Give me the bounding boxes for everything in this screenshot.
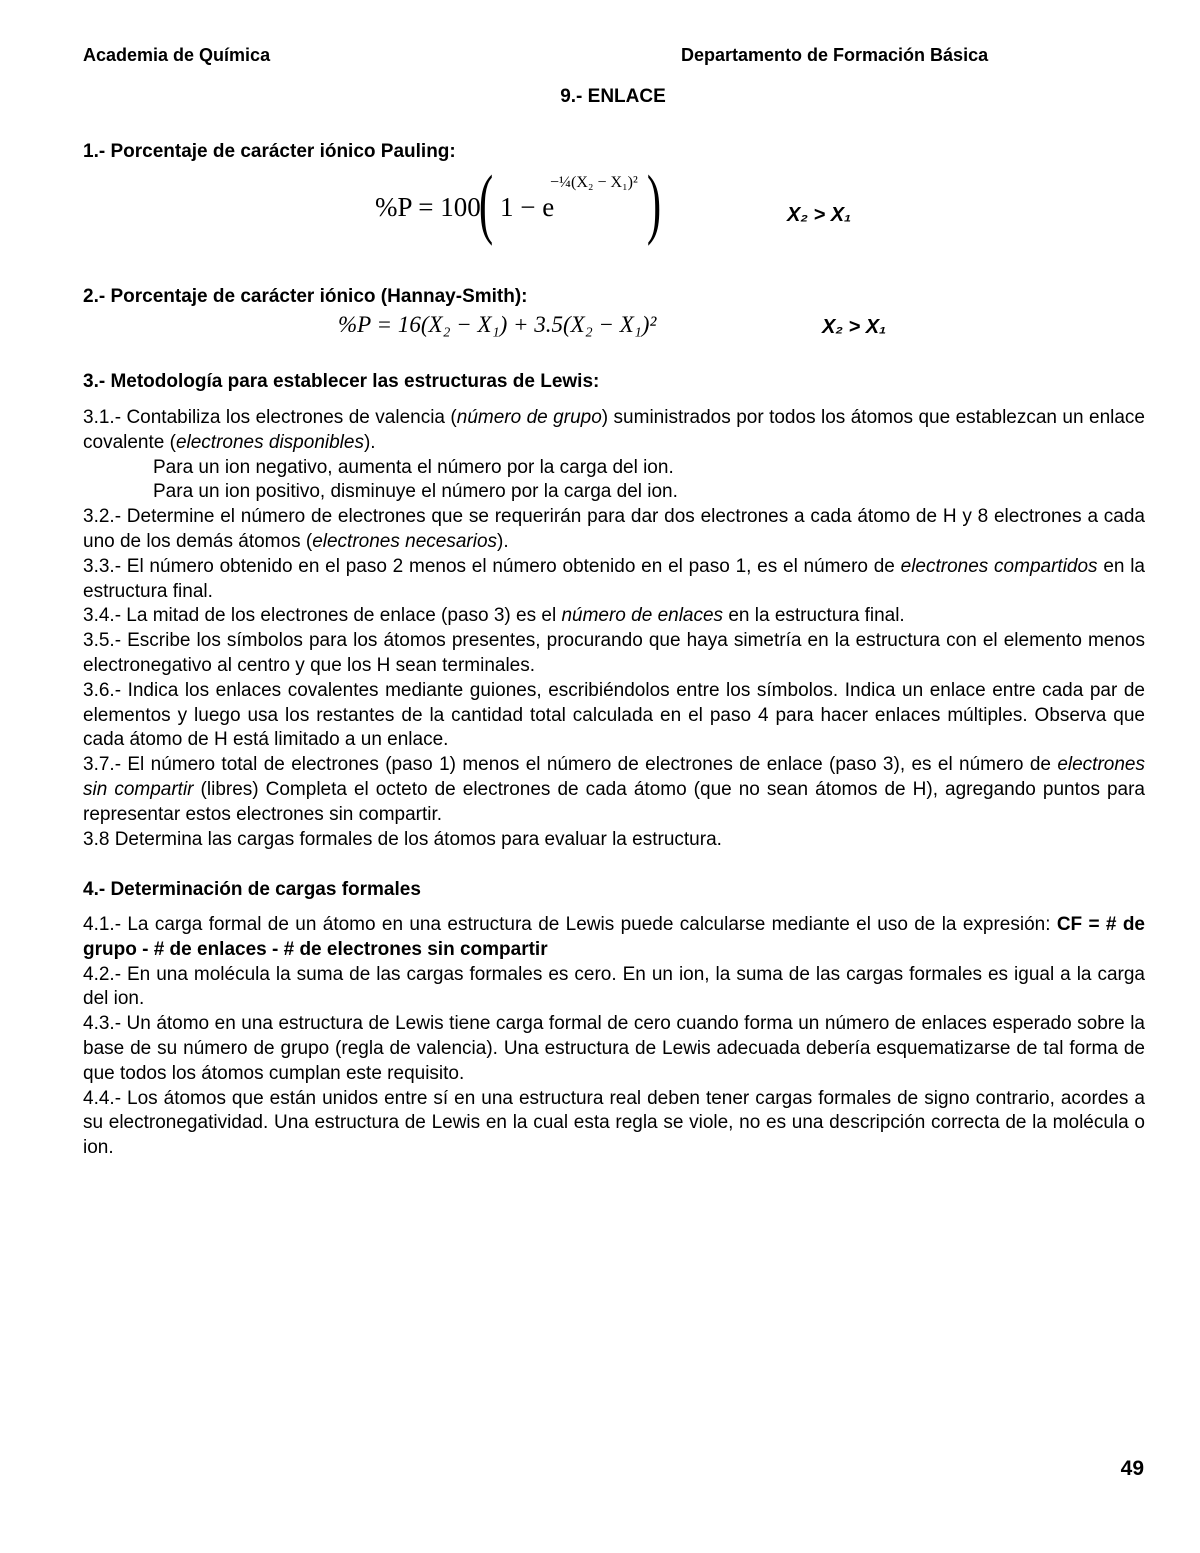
pauling-formula-lhs: %P = 100	[375, 192, 481, 222]
header-right: Departamento de Formación Básica	[681, 45, 989, 65]
section-2-heading: 2.- Porcentaje de carácter iónico (Hannay-Smith):	[83, 286, 528, 307]
right-paren: )	[646, 159, 662, 246]
section-1-heading: 1.- Porcentaje de carácter iónico Pauling:	[83, 141, 456, 162]
step-3-4: 3.4.- La mitad de los electrones de enlace (paso 3) es el número de enlaces en la estructura final.	[83, 605, 905, 627]
section-4-heading: 4.- Determinación de cargas formales	[83, 879, 421, 900]
hannay-smith-formula: %P = 16(X₂ − X₁) + 3.5(X₂ − X₁)²	[338, 312, 657, 337]
pauling-formula	[375, 159, 675, 250]
page-number: 49	[1120, 1457, 1144, 1480]
step-4-1: 4.1.- La carga formal de un átomo en una estructura de Lewis puede calcularse mediante el uso de la expresión: CF = # de grupo - # de enlaces - # de electrones sin compartir	[83, 914, 1145, 960]
step-4-2: 4.2.- En una molécula la suma de las cargas formales es cero. En un ion, la suma de las cargas formales es igual a la carga del ion.	[83, 963, 1145, 1010]
step-3-3: 3.3.- El número obtenido en el paso 2 menos el número obtenido en el paso 1, es el número de electrones compartidos en la estructura final.	[83, 555, 1146, 602]
section-1-condition: X₂ > X₁	[787, 204, 852, 226]
section-3-body	[83, 406, 1145, 852]
step-3-1-positive-ion: Para un ion positivo, disminuye el número por la carga del ion.	[153, 481, 678, 503]
step-3-8: 3.8 Determina las cargas formales de los átomos para evaluar la estructura.	[83, 828, 722, 850]
step-4-4: 4.4.- Los átomos que están unidos entre sí en una estructura real deben tener cargas formales de signo contrario, acordes a su electronegatividad. Una estructura de Lewis en la cual esta regla se viole, no es una descripción correcta de la molécula o ion.	[83, 1087, 1145, 1159]
pauling-formula-one-minus-e: 1 − e	[500, 192, 555, 222]
header-left: Academia de Química	[83, 45, 271, 65]
step-3-6: 3.6.- Indica los enlaces covalentes mediante guiones, escribiéndolos entre los símbolos. Indica un enlace entre cada par de elementos y luego usa los restantes de la cantidad total calculada en el paso 4 para hacer enlaces múltiples. Observa que cada átomo de H está limitado a un enlace.	[83, 679, 1145, 751]
page-title: 9.- ENLACE	[560, 86, 666, 107]
step-3-7: 3.7.- El número total de electrones (paso 1) menos el número de electrones de enlace (paso 3), es el número de electrones sin compartir (libres) Completa el octeto de electrones de cada átomo (que no sean átomos de H), agregando puntos para representar estos electrones sin compartir.	[83, 754, 1146, 825]
step-4-3: 4.3.- Un átomo en una estructura de Lewis tiene carga formal de cero cuando forma un número de enlaces esperado sobre la base de su número de grupo (regla de valencia). Una estructura de Lewis adecuada debería esquematizarse de tal forma de que todos los átomos cumplan este requisito.	[83, 1013, 1145, 1084]
section-4-body	[83, 913, 1145, 1161]
step-3-1: 3.1.- Contabiliza los electrones de valencia (número de grupo) suministrados por todos los átomos que establezcan un enlace covalente (electrones disponibles).	[83, 407, 1145, 453]
section-3-heading: 3.- Metodología para establecer las estructuras de Lewis:	[83, 371, 600, 392]
step-3-5: 3.5.- Escribe los símbolos para los átomos presentes, procurando que haya simetría en la estructura con el elemento menos electronegativo al centro y que los H sean terminales.	[83, 630, 1145, 676]
left-paren: (	[478, 159, 494, 246]
step-3-2: 3.2.- Determine el número de electrones que se requerirán para dar dos electrones a cada átomo de H y 8 electrones a cada uno de los demás átomos (electrones necesarios).	[83, 506, 1145, 552]
section-2-condition: X₂ > X₁	[822, 316, 887, 338]
pauling-formula-exponent: −¼(X₂ − X₁)²	[550, 174, 638, 191]
step-3-1-negative-ion: Para un ion negativo, aumenta el número por la carga del ion.	[153, 456, 674, 478]
